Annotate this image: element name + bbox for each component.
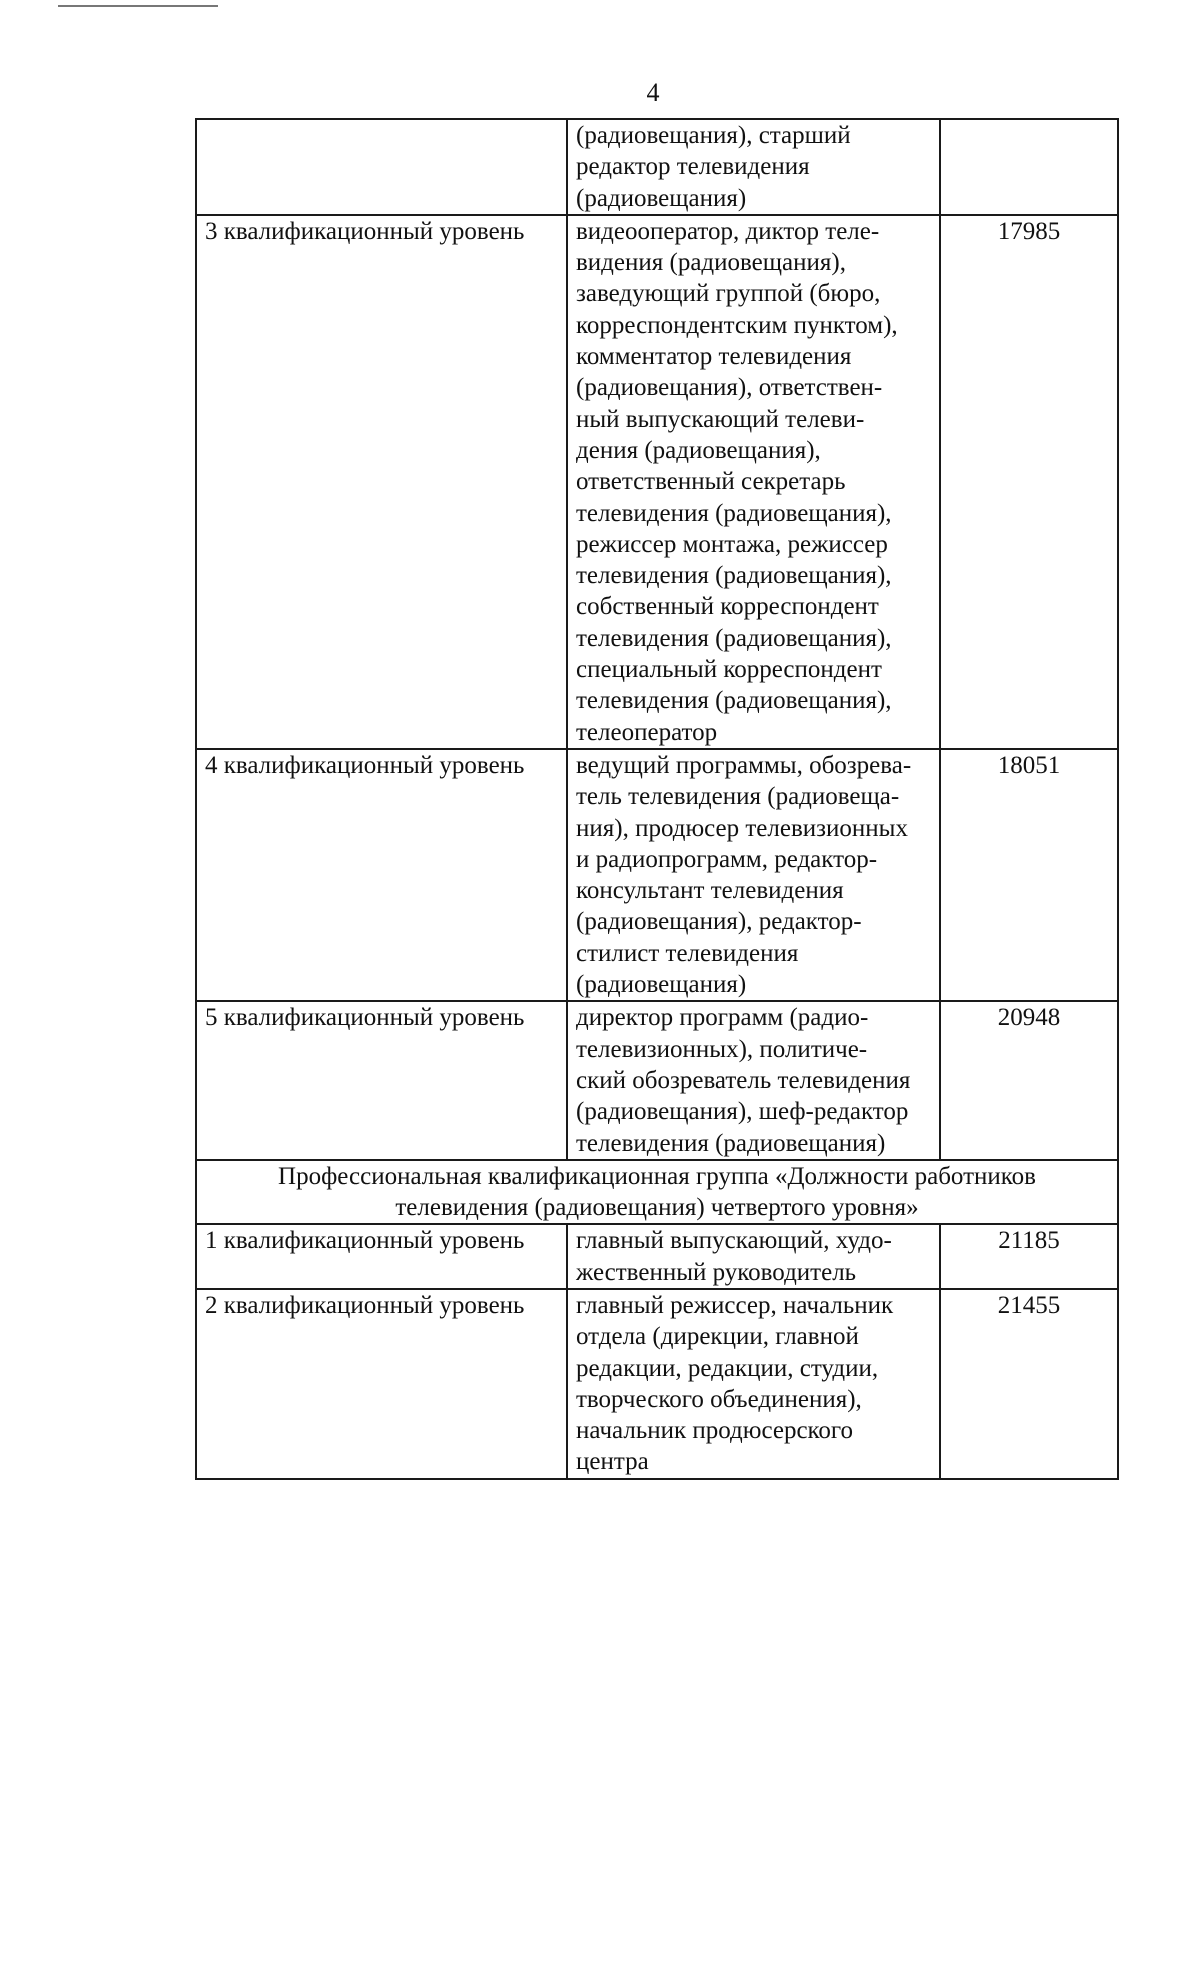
table-row — [196, 1289, 1118, 1479]
level-cell — [196, 119, 567, 215]
table-row — [196, 215, 1118, 749]
level-cell: 1 квалификационный уровень — [196, 1224, 567, 1289]
positions-cell: видеооператор, диктор теле- видения (радиовещания), заведующий группой (бюро, корреспондентским пунктом), комментатор телевидения (радиовещания), ответствен- ный выпускающий телеви- дения (радиовещания), ответственный секретарь телевидения (радиовещания), режиссер монтажа, режиссер телевидения (радиовещания), собственный корреспондент телевидения (радиовещания), специальный корреспондент телевидения (радиовещания), телеоператор — [567, 215, 940, 749]
group-header-cell: Профессиональная квалификационная группа «Должности работников телевидения (радиовещания) четвертого уровня» — [196, 1160, 1118, 1225]
salary-cell — [940, 119, 1118, 215]
table-row — [196, 119, 1118, 215]
salary-cell: 18051 — [940, 749, 1118, 1001]
positions-cell: директор программ (радио- телевизионных), политиче- ский обозреватель телевидения (радиовещания), шеф-редактор телевидения (радиовещания) — [567, 1001, 940, 1159]
level-cell: 4 квалификационный уровень — [196, 749, 567, 1001]
level-cell: 3 квалификационный уровень — [196, 215, 567, 749]
salary-table — [195, 118, 1119, 1480]
salary-cell: 20948 — [940, 1001, 1118, 1159]
group-header-row — [196, 1160, 1118, 1225]
positions-cell: (радиовещания), старший редактор телевидения (радиовещания) — [567, 119, 940, 215]
table-row — [196, 1224, 1118, 1289]
top-edge-rule — [58, 5, 218, 7]
positions-cell: ведущий программы, обозрева- тель телевидения (радиовеща- ния), продюсер телевизионных и радиопрограмм, редактор- консультант телевидения (радиовещания), редактор- стилист телевидения (радиовещания) — [567, 749, 940, 1001]
table-row — [196, 749, 1118, 1001]
table-row — [196, 1001, 1118, 1159]
salary-cell: 17985 — [940, 215, 1118, 749]
positions-cell: главный режиссер, начальник отдела (дирекции, главной редакции, редакции, студии, творческого объединения), начальник продюсерского центра — [567, 1289, 940, 1479]
level-cell: 5 квалификационный уровень — [196, 1001, 567, 1159]
level-cell: 2 квалификационный уровень — [196, 1289, 567, 1479]
positions-cell: главный выпускающий, худо- жественный руководитель — [567, 1224, 940, 1289]
salary-cell: 21185 — [940, 1224, 1118, 1289]
salary-cell: 21455 — [940, 1289, 1118, 1479]
page-number: 4 — [646, 78, 660, 107]
